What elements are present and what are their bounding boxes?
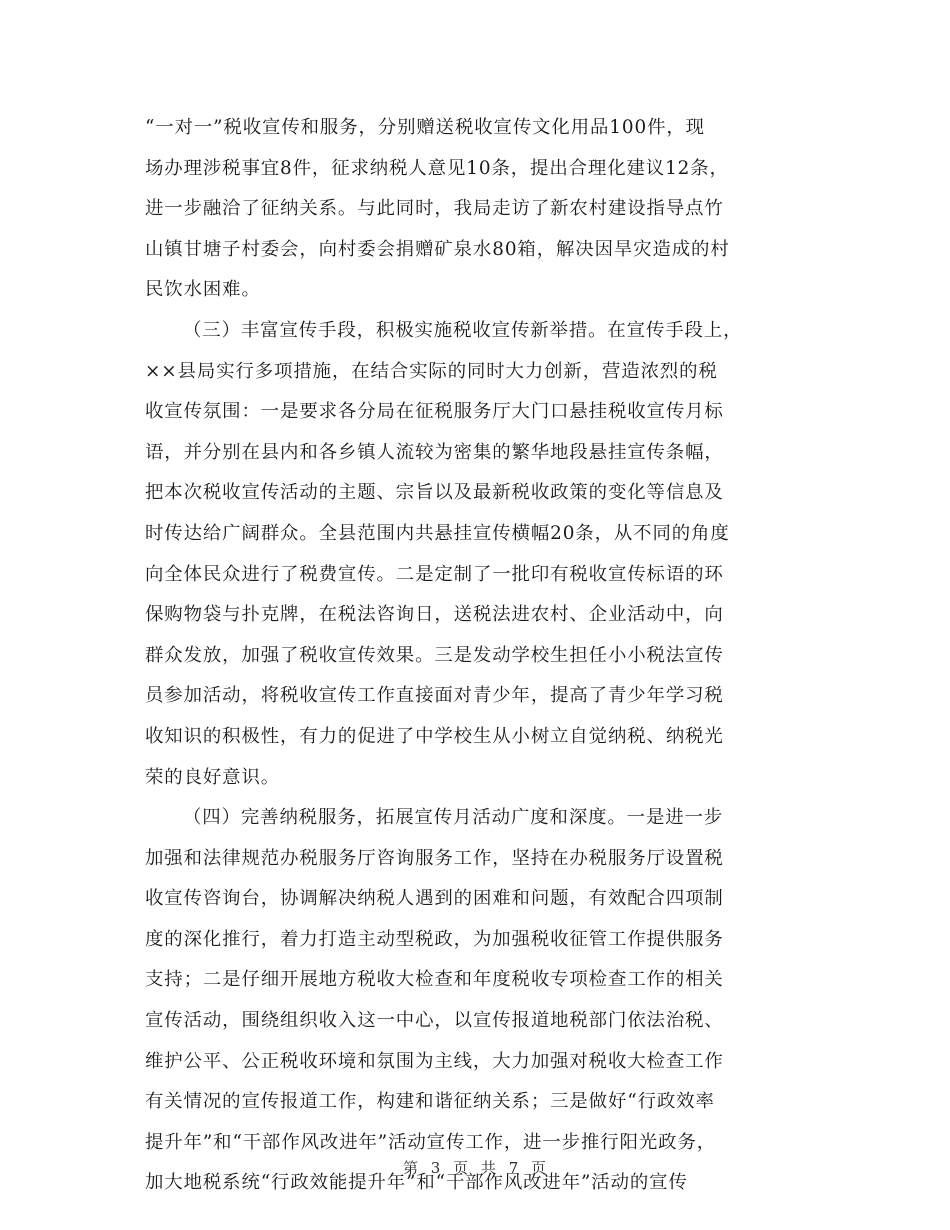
- text-line: 收宣传氛围：一是要求各分局在征税服务厅大门口悬挂税收宣传月标: [145, 401, 724, 423]
- total-unit: 页: [531, 1159, 548, 1177]
- text-line: 时传达给广阔群众。全县范围内共悬挂宣传横幅20条，从不同的角度: [145, 522, 730, 544]
- text-line: ××县局实行多项措施，在结合实际的同时大力创新，营造浓烈的税: [145, 360, 718, 382]
- text-line: 有关情况的宣传报道工作，构建和谐征纳关系；三是做好“行政效率: [145, 1091, 715, 1113]
- body-text: [145, 108, 805, 1204]
- text-line: 场办理涉税事宜8件，征求纳税人意见10条，提出合理化建议12条，: [145, 157, 729, 179]
- text-line: “一对一”税收宣传和服务，分别赠送税收宣传文化用品100件，现: [145, 117, 705, 138]
- text-line: 荣的良好意识。: [145, 766, 281, 788]
- text-line: 进一步融洽了征纳关系。与此同时，我局走访了新农村建设指导点竹: [145, 198, 724, 220]
- text-line: 度的深化推行，着力打造主动型税政，为加强税收征管工作提供服务: [145, 928, 724, 950]
- section-heading-line: （三）丰富宣传手段，积极实施税收宣传新举措。在宣传手段上，: [183, 319, 743, 341]
- text-line: 民饮水困难。: [145, 279, 261, 301]
- page-unit: 页: [453, 1159, 470, 1177]
- text-line: 保购物袋与扑克牌，在税法咨询日，送税法进农村、企业活动中，向: [145, 604, 724, 626]
- text-line: 员参加活动，将税收宣传工作直接面对青少年，提高了青少年学习税: [145, 685, 724, 707]
- text-line: 向全体民众进行了税费宣传。二是定制了一批印有税收宣传标语的环: [145, 563, 724, 585]
- page-prefix: 第: [402, 1159, 419, 1177]
- total-page-number: 7: [508, 1159, 520, 1177]
- text-line: 加强和法律规范办税服务厅咨询服务工作，坚持在办税服务厅设置税: [145, 847, 724, 869]
- text-line: 支持；二是仔细开展地方税收大检查和年度税收专项检查工作的相关: [145, 969, 724, 991]
- text-line: 语，并分别在县内和各乡镇人流较为密集的繁华地段悬挂宣传条幅，: [145, 441, 724, 463]
- text-line: 加大地税系统“行政效能提升年”和“干部作风改进年”活动的宣传: [145, 1172, 688, 1194]
- text-line: 宣传活动，围绕组织收入这一中心，以宣传报道地税部门依法治税、: [145, 1010, 724, 1032]
- text-line: 收宣传咨询台，协调解决纳税人遇到的困难和问题，有效配合四项制: [145, 888, 724, 910]
- text-line: 维护公平、公正税收环境和氛围为主线，大力加强对税收大检查工作: [145, 1050, 724, 1072]
- text-line: 提升年”和“干部作风改进年”活动宣传工作，进一步推行阳光政务，: [145, 1131, 717, 1153]
- text-line: 群众发放，加强了税收宣传效果。三是发动学校生担任小小税法宣传: [145, 644, 724, 666]
- text-line: 山镇甘塘子村委会，向村委会捐赠矿泉水80箱，解决因旱灾造成的村: [145, 238, 730, 260]
- section-heading-line: （四）完善纳税服务，拓展宣传月活动广度和深度。一是进一步: [183, 807, 724, 829]
- page-number-footer: [0, 1157, 950, 1178]
- text-line: 收知识的积极性，有力的促进了中学校生从小树立自觉纳税、纳税光: [145, 725, 724, 747]
- text-line: 把本次税收宣传活动的主题、宗旨以及最新税收政策的变化等信息及: [145, 482, 724, 504]
- current-page-number: 3: [430, 1159, 442, 1177]
- total-prefix: 共: [480, 1159, 497, 1177]
